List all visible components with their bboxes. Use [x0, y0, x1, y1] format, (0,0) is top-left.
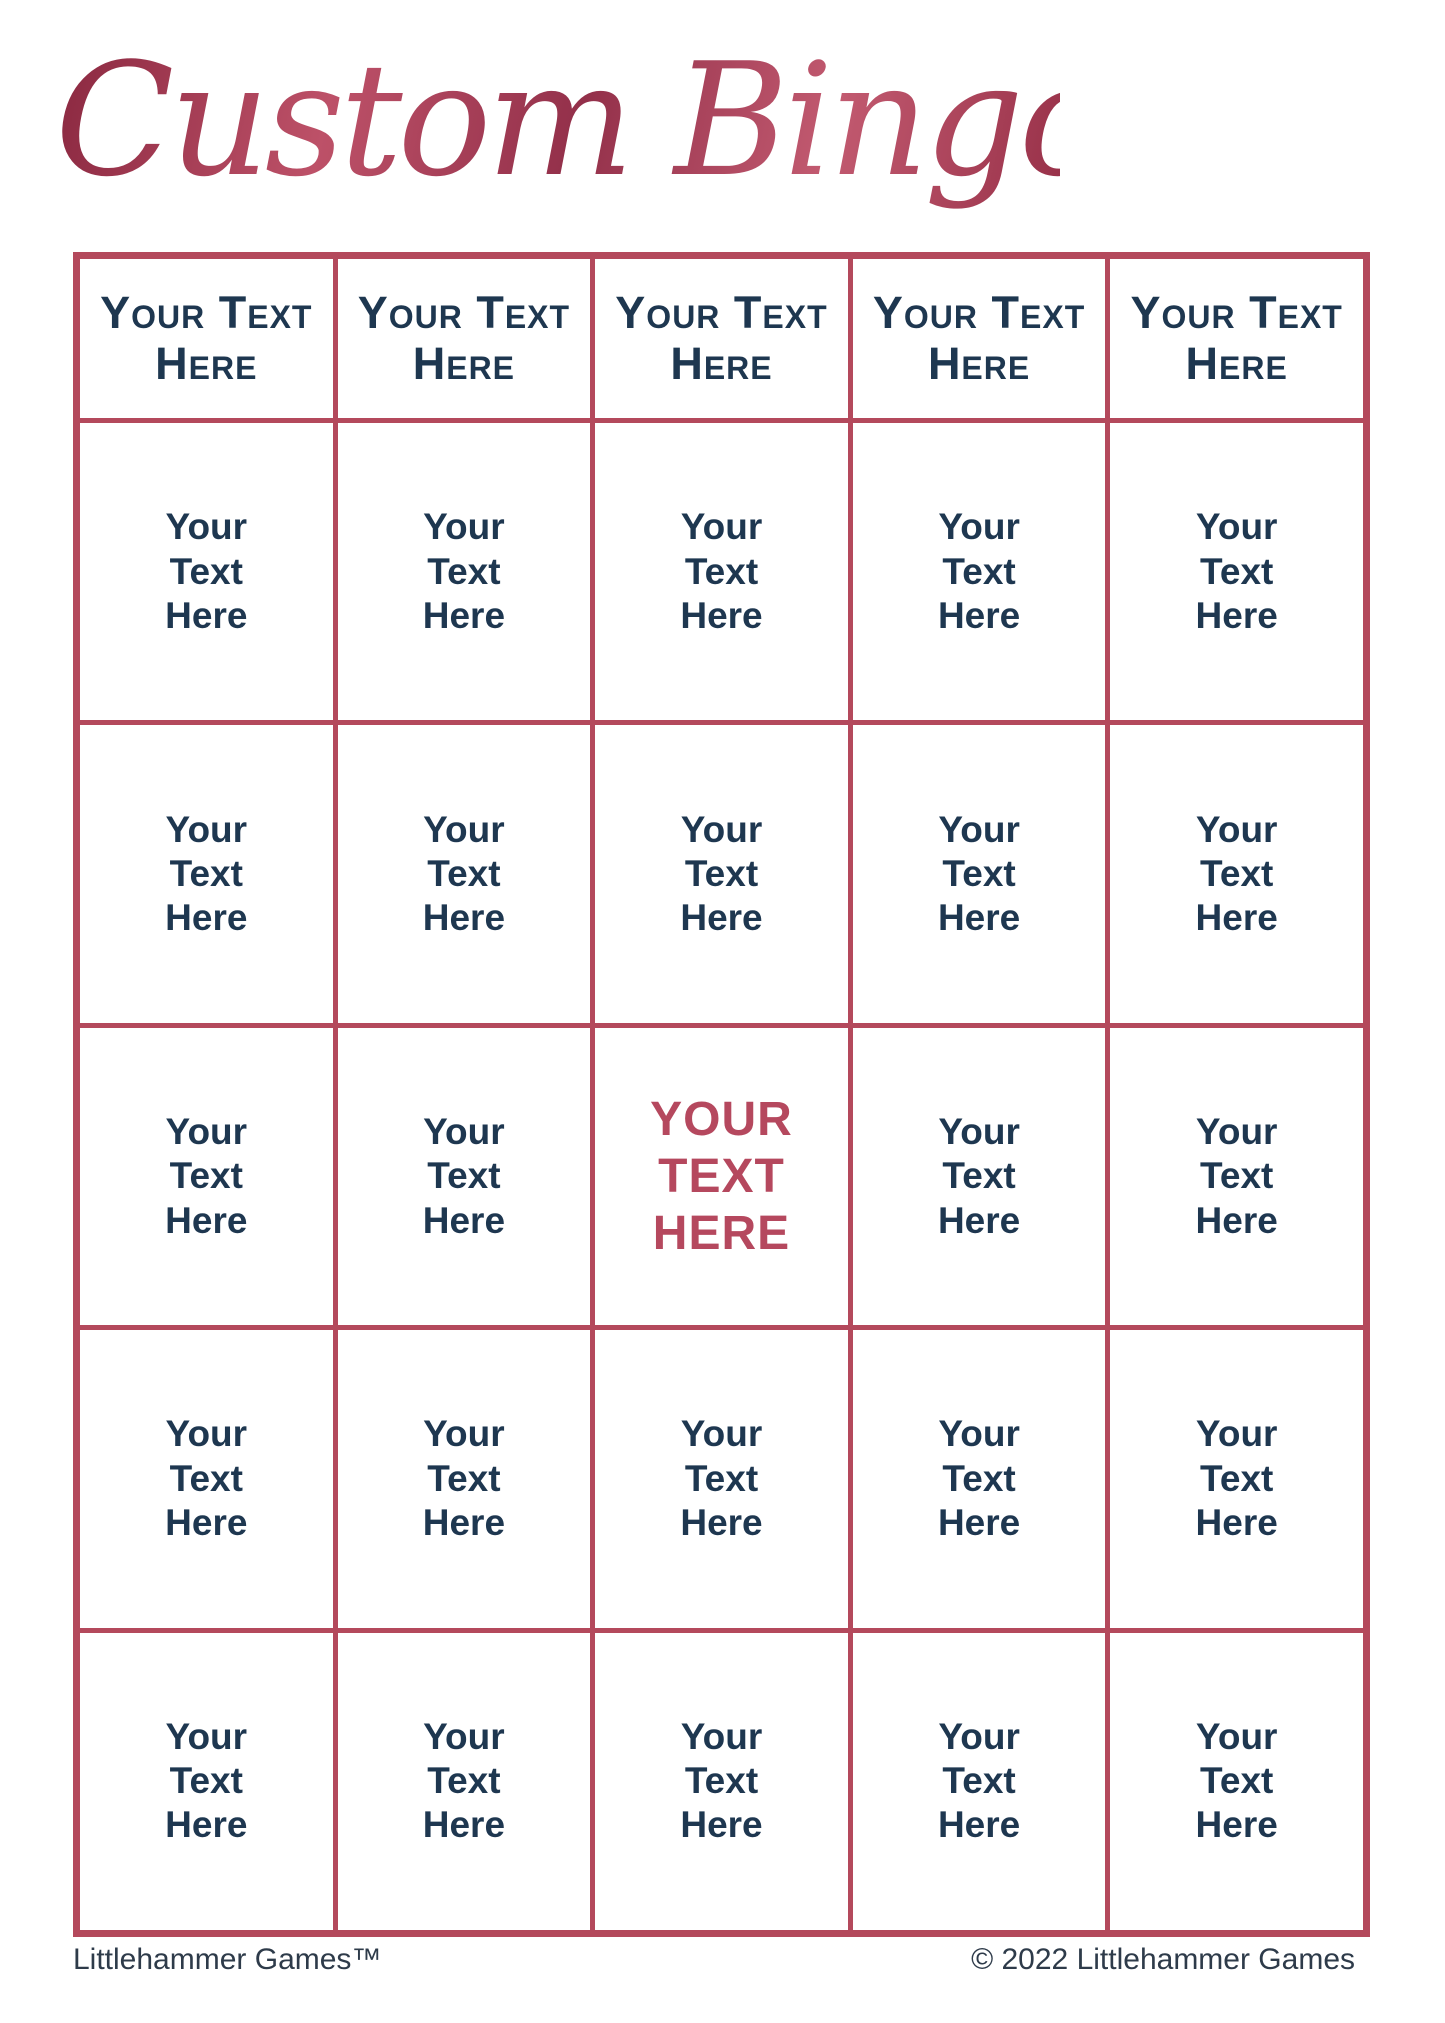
bingo-cell[interactable] [853, 1330, 1106, 1627]
bingo-cell-label: Your Text Here [422, 808, 506, 939]
free-space-cell[interactable] [595, 1028, 848, 1325]
bingo-cell-label: Your Text Here [165, 808, 248, 939]
free-space-cell-label: YOUR TEXT HERE [650, 1092, 793, 1261]
bingo-cell[interactable] [1110, 1330, 1363, 1627]
bingo-cell-label: Your Text Here [165, 1413, 248, 1544]
bingo-cell-label: Your Text Here [937, 506, 1021, 636]
bingo-cell-label: Your Text Here [165, 506, 248, 636]
header-cell-label: Your Text Here [100, 286, 313, 389]
bingo-cell[interactable] [338, 1028, 591, 1325]
header-cell-label: Your Text Here [357, 286, 571, 389]
bingo-cell[interactable] [80, 1633, 333, 1930]
bingo-cell-label: Your Text Here [422, 1715, 506, 1846]
bingo-cell[interactable] [80, 423, 333, 720]
bingo-cell[interactable] [853, 423, 1106, 720]
bingo-cell[interactable] [80, 1028, 333, 1325]
bingo-cell[interactable] [853, 1028, 1106, 1325]
bingo-cell-label: Your Text Here [680, 1715, 763, 1846]
bingo-cell-label: Your Text Here [1195, 808, 1278, 939]
bingo-cell[interactable] [338, 423, 591, 720]
bingo-cell-label: Your Text Here [680, 506, 763, 636]
bingo-cell-label: Your Text Here [422, 506, 506, 636]
bingo-cell-label: Your Text Here [1195, 1715, 1278, 1846]
bingo-cell-label: Your Text Here [1195, 1413, 1278, 1544]
header-cell-label: Your Text Here [615, 286, 828, 389]
header-cell-label: Your Text Here [872, 286, 1086, 389]
bingo-cell[interactable] [80, 725, 333, 1022]
header-cell [80, 259, 333, 418]
bingo-cell[interactable] [1110, 423, 1363, 720]
bingo-cell-label: Your Text Here [1195, 1110, 1278, 1241]
bingo-cell[interactable] [338, 725, 591, 1022]
bingo-cell-label: Your Text Here [422, 1110, 506, 1241]
bingo-cell-label: Your Text Here [937, 1110, 1021, 1241]
bingo-cell[interactable] [80, 1330, 333, 1627]
header-cell-label: Your Text Here [1130, 286, 1343, 389]
bingo-cell-label: Your Text Here [422, 1413, 506, 1544]
bingo-cell-label: Your Text Here [937, 1715, 1021, 1846]
page-title: Custom Bingo [55, 6, 1060, 246]
header-cell [853, 259, 1106, 418]
bingo-cell-label: Your Text Here [1195, 506, 1278, 636]
bingo-cell-label: Your Text Here [937, 808, 1021, 939]
bingo-cell[interactable] [595, 423, 848, 720]
bingo-cell-label: Your Text Here [680, 1413, 763, 1544]
bingo-cell-label: Your Text Here [937, 1413, 1021, 1544]
bingo-cell[interactable] [1110, 725, 1363, 1022]
footer-brand: Littlehammer Games™ [73, 1943, 382, 1976]
bingo-cell-label: Your Text Here [680, 808, 763, 939]
bingo-cell[interactable] [853, 725, 1106, 1022]
bingo-cell[interactable] [338, 1633, 591, 1930]
footer [73, 1941, 1355, 1979]
bingo-cell[interactable] [338, 1330, 591, 1627]
bingo-cell-label: Your Text Here [165, 1110, 248, 1241]
bingo-cell[interactable] [1110, 1633, 1363, 1930]
header-cell [338, 259, 591, 418]
footer-copyright: © 2022 Littlehammer Games [971, 1943, 1355, 1976]
bingo-cell[interactable] [853, 1633, 1106, 1930]
bingo-cell[interactable] [1110, 1028, 1363, 1325]
header-cell [595, 259, 848, 418]
bingo-cell-label: Your Text Here [165, 1715, 248, 1846]
header-cell [1110, 259, 1363, 418]
bingo-cell[interactable] [595, 725, 848, 1022]
bingo-grid [73, 252, 1370, 1937]
bingo-cell[interactable] [595, 1330, 848, 1627]
bingo-cell[interactable] [595, 1633, 848, 1930]
